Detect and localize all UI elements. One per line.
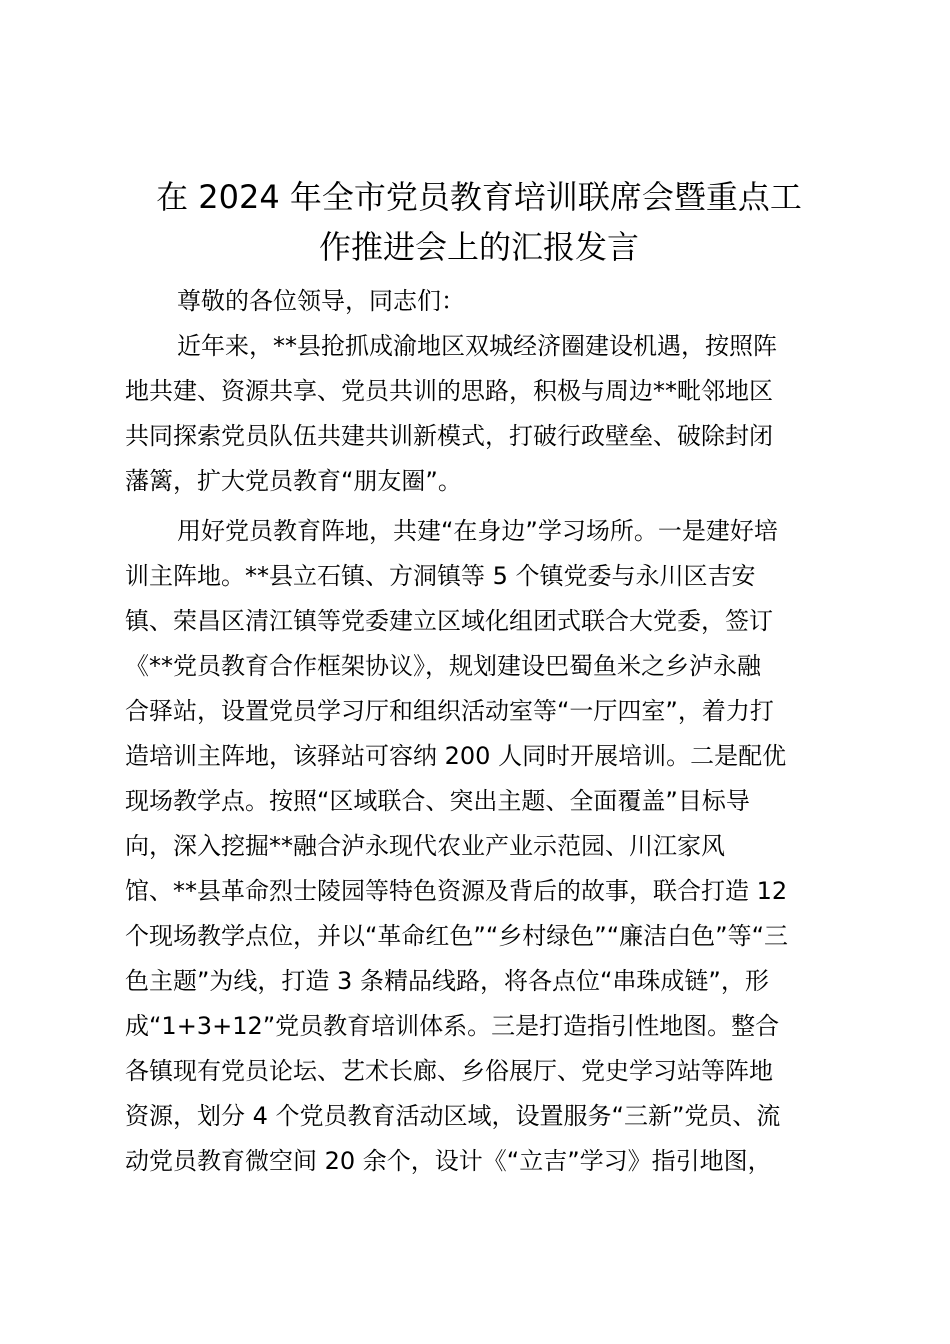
paragraph-line: 向，深入挖掘**融合泸永现代农业产业示范园、川江家风 [125,832,725,860]
paragraph-line: 馆、**县革命烈士陵园等特色资源及背后的故事，联合打造 12 [125,877,788,905]
paragraph-line: 地共建、资源共享、党员共训的思路，积极与周边**毗邻地区 [125,377,773,405]
paragraph-line: 藩篱，扩大党员教育“朋友圈”。 [125,467,462,495]
paragraph-line: 训主阵地。**县立石镇、方洞镇等 5 个镇党委与永川区吉安 [125,562,756,590]
paragraph-line: 个现场教学点位，并以“革命红色”“乡村绿色”“廉洁白色”等“三 [125,922,789,950]
salutation: 尊敬的各位领导，同志们： [177,287,465,315]
paragraph-line: 各镇现有党员论坛、艺术长廊、乡俗展厅、党史学习站等阵地 [125,1057,773,1085]
paragraph-line: 造培训主阵地，该驿站可容纳 200 人同时开展培训。二是配优 [125,742,787,770]
title-line-1: 在 2024 年全市党员教育培训联席会暨重点工 [156,178,802,216]
paragraph-line: 镇、荣昌区清江镇等党委建立区域化组团式联合大党委，签订 [125,607,773,635]
paragraph-line: 现场教学点。按照“区域联合、突出主题、全面覆盖”目标导 [125,787,750,815]
paragraph-1 [125,324,845,504]
paragraph-line: 近年来，**县抢抓成渝地区双城经济圈建设机遇，按照阵 [177,332,777,360]
paragraph-line: 资源，划分 4 个党员教育活动区域，设置服务“三新”党员、流 [125,1102,781,1130]
paragraph-line: 用好党员教育阵地，共建“在身边”学习场所。一是建好培 [177,517,778,545]
paragraph-2 [125,509,845,1184]
document-body [125,279,845,1184]
paragraph-line: 色主题”为线，打造 3 条精品线路，将各点位“串珠成链”，形 [125,967,769,995]
paragraph-line: 《**党员教育合作框架协议》，规划建设巴蜀鱼米之乡泸永融 [125,652,761,680]
paragraph-line: 共同探索党员队伍共建共训新模式，打破行政壁垒、破除封闭 [125,422,773,450]
paragraph-line: 成“1+3+12”党员教育培训体系。三是打造指引性地图。整合 [125,1012,780,1040]
document-title [120,172,838,272]
title-line-2: 作推进会上的汇报发言 [318,228,639,266]
paragraph-line: 合驿站，设置党员学习厅和组织活动室等“一厅四室”，着力打 [125,697,774,725]
paragraph-line: 动党员教育微空间 20 余个，设计《“立吉”学习》指引地图， [125,1147,772,1175]
